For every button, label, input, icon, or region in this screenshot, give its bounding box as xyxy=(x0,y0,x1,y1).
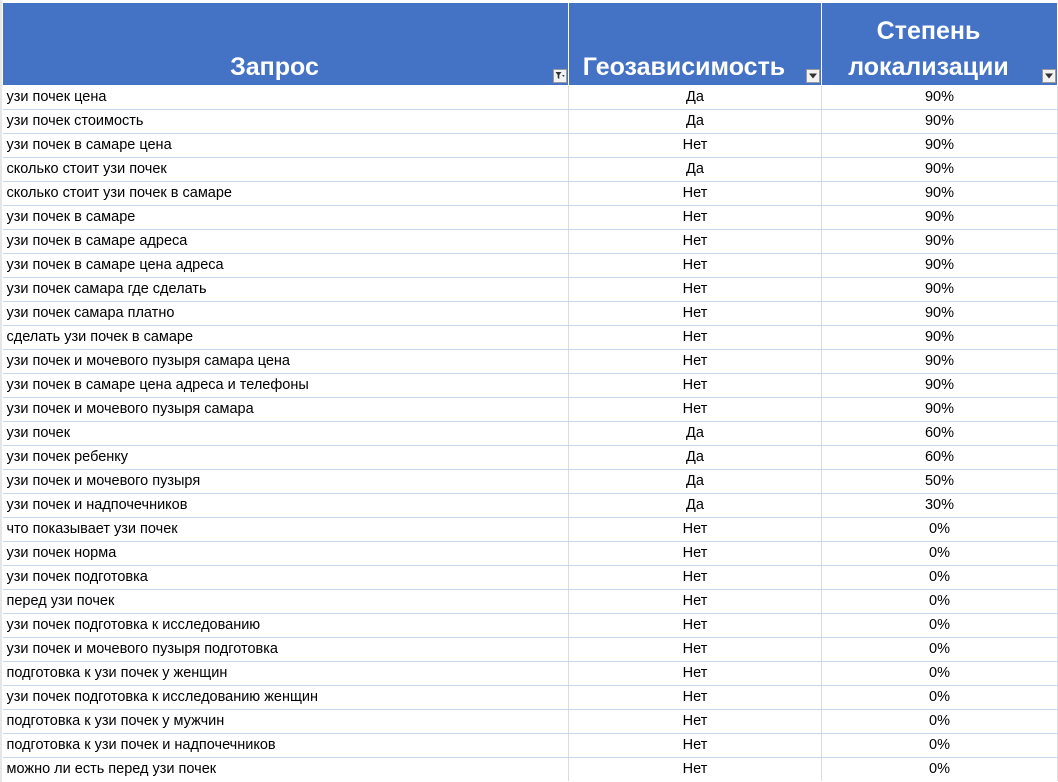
localization-cell[interactable]: 0% xyxy=(822,518,1058,542)
localization-cell[interactable]: 90% xyxy=(822,302,1058,326)
table-row xyxy=(3,446,1058,470)
dropdown-arrow-icon[interactable] xyxy=(1042,69,1056,83)
table-row xyxy=(3,350,1058,374)
localization-cell[interactable]: 0% xyxy=(822,758,1058,782)
geo-cell[interactable]: Нет xyxy=(569,638,822,662)
localization-cell[interactable]: 0% xyxy=(822,590,1058,614)
query-cell[interactable]: узи почек и мочевого пузыря самара xyxy=(3,398,569,422)
geo-cell[interactable]: Да xyxy=(569,110,822,134)
localization-cell[interactable]: 0% xyxy=(822,614,1058,638)
localization-cell[interactable]: 0% xyxy=(822,638,1058,662)
geo-cell[interactable]: Нет xyxy=(569,710,822,734)
column-header-localization-line2: локализации xyxy=(848,53,1009,81)
geo-cell[interactable]: Нет xyxy=(569,734,822,758)
table-row xyxy=(3,566,1058,590)
localization-cell[interactable]: 30% xyxy=(822,494,1058,518)
spreadsheet-table xyxy=(2,2,1058,781)
header-row xyxy=(3,3,1058,86)
query-cell[interactable]: что показывает узи почек xyxy=(3,518,569,542)
geo-cell[interactable]: Нет xyxy=(569,398,822,422)
table-row xyxy=(3,590,1058,614)
geo-cell[interactable]: Нет xyxy=(569,302,822,326)
table-row xyxy=(3,614,1058,638)
table-row xyxy=(3,638,1058,662)
table-row xyxy=(3,494,1058,518)
table-row xyxy=(3,422,1058,446)
query-cell[interactable]: можно ли есть перед узи почек xyxy=(3,758,569,782)
table-row xyxy=(3,230,1058,254)
table-row xyxy=(3,302,1058,326)
localization-cell[interactable]: 90% xyxy=(822,350,1058,374)
table-row xyxy=(3,710,1058,734)
table-row xyxy=(3,662,1058,686)
localization-cell[interactable]: 90% xyxy=(822,86,1058,110)
geo-cell[interactable]: Да xyxy=(569,158,822,182)
localization-cell[interactable]: 90% xyxy=(822,398,1058,422)
column-header-query-label: Запрос xyxy=(230,53,319,81)
geo-cell[interactable]: Нет xyxy=(569,758,822,782)
filter-active-icon[interactable] xyxy=(553,69,567,83)
query-cell[interactable]: узи почек xyxy=(3,422,569,446)
table-row xyxy=(3,86,1058,110)
localization-cell[interactable]: 0% xyxy=(822,710,1058,734)
geo-cell[interactable]: Нет xyxy=(569,182,822,206)
geo-cell[interactable]: Нет xyxy=(569,662,822,686)
table-body xyxy=(3,86,1058,782)
table-row xyxy=(3,470,1058,494)
query-cell[interactable]: подготовка к узи почек у мужчин xyxy=(3,710,569,734)
query-cell[interactable]: узи почек самара где сделать xyxy=(3,278,569,302)
table-row xyxy=(3,254,1058,278)
table-row xyxy=(3,278,1058,302)
localization-cell[interactable]: 90% xyxy=(822,182,1058,206)
geo-cell[interactable]: Нет xyxy=(569,686,822,710)
table-row xyxy=(3,182,1058,206)
geo-cell[interactable]: Да xyxy=(569,494,822,518)
query-cell[interactable]: узи почек в самаре цена адреса xyxy=(3,254,569,278)
query-cell[interactable]: узи почек стоимость xyxy=(3,110,569,134)
column-header-localization[interactable] xyxy=(822,3,1058,86)
query-cell[interactable]: узи почек норма xyxy=(3,542,569,566)
query-cell[interactable]: узи почек самара платно xyxy=(3,302,569,326)
column-header-geo-label: Геозависимость xyxy=(582,53,786,81)
table-row xyxy=(3,542,1058,566)
localization-cell[interactable]: 90% xyxy=(822,206,1058,230)
localization-cell[interactable]: 50% xyxy=(822,470,1058,494)
query-cell[interactable]: узи почек ребенку xyxy=(3,446,569,470)
query-cell[interactable]: подготовка к узи почек и надпочечников xyxy=(3,734,569,758)
localization-cell[interactable]: 90% xyxy=(822,230,1058,254)
geo-cell[interactable]: Нет xyxy=(569,374,822,398)
column-header-geo[interactable] xyxy=(569,3,822,86)
geo-cell[interactable]: Нет xyxy=(569,542,822,566)
query-cell[interactable]: узи почек в самаре адреса xyxy=(3,230,569,254)
localization-cell[interactable]: 60% xyxy=(822,422,1058,446)
geo-cell[interactable]: Нет xyxy=(569,326,822,350)
query-cell[interactable]: узи почек подготовка к исследованию женщин xyxy=(3,686,569,710)
query-cell[interactable]: сколько стоит узи почек xyxy=(3,158,569,182)
localization-cell[interactable]: 90% xyxy=(822,278,1058,302)
query-cell[interactable]: сколько стоит узи почек в самаре xyxy=(3,182,569,206)
geo-cell[interactable]: Нет xyxy=(569,614,822,638)
table-row xyxy=(3,206,1058,230)
localization-cell[interactable]: 90% xyxy=(822,134,1058,158)
geo-cell[interactable]: Нет xyxy=(569,566,822,590)
localization-cell[interactable]: 0% xyxy=(822,542,1058,566)
table-row xyxy=(3,398,1058,422)
query-cell[interactable]: перед узи почек xyxy=(3,590,569,614)
geo-cell[interactable]: Да xyxy=(569,470,822,494)
geo-cell[interactable]: Да xyxy=(569,86,822,110)
localization-cell[interactable]: 0% xyxy=(822,734,1058,758)
localization-cell[interactable]: 60% xyxy=(822,446,1058,470)
localization-cell[interactable]: 90% xyxy=(822,254,1058,278)
localization-cell[interactable]: 90% xyxy=(822,110,1058,134)
localization-cell[interactable]: 0% xyxy=(822,686,1058,710)
geo-cell[interactable]: Нет xyxy=(569,590,822,614)
geo-cell[interactable]: Да xyxy=(569,422,822,446)
localization-cell[interactable]: 0% xyxy=(822,662,1058,686)
table-row xyxy=(3,734,1058,758)
query-cell[interactable]: подготовка к узи почек у женщин xyxy=(3,662,569,686)
localization-cell[interactable]: 90% xyxy=(822,158,1058,182)
table-row xyxy=(3,326,1058,350)
table-row xyxy=(3,686,1058,710)
query-cell[interactable]: узи почек в самаре xyxy=(3,206,569,230)
geo-cell[interactable]: Нет xyxy=(569,350,822,374)
dropdown-arrow-icon[interactable] xyxy=(806,69,820,83)
geo-cell[interactable]: Нет xyxy=(569,518,822,542)
query-cell[interactable]: узи почек в самаре цена xyxy=(3,134,569,158)
table-row xyxy=(3,374,1058,398)
table-row xyxy=(3,110,1058,134)
geo-cell[interactable]: Нет xyxy=(569,254,822,278)
query-cell[interactable]: узи почек подготовка xyxy=(3,566,569,590)
localization-cell[interactable]: 0% xyxy=(822,566,1058,590)
column-header-query[interactable] xyxy=(3,3,569,86)
localization-cell[interactable]: 90% xyxy=(822,374,1058,398)
geo-cell[interactable]: Нет xyxy=(569,206,822,230)
query-cell[interactable]: узи почек подготовка к исследованию xyxy=(3,614,569,638)
table-row xyxy=(3,134,1058,158)
query-cell[interactable]: узи почек и мочевого пузыря xyxy=(3,470,569,494)
table-row xyxy=(3,758,1058,782)
query-cell[interactable]: узи почек и надпочечников xyxy=(3,494,569,518)
localization-cell[interactable]: 90% xyxy=(822,326,1058,350)
geo-cell[interactable]: Да xyxy=(569,446,822,470)
query-cell[interactable]: сделать узи почек в самаре xyxy=(3,326,569,350)
geo-cell[interactable]: Нет xyxy=(569,278,822,302)
geo-cell[interactable]: Нет xyxy=(569,230,822,254)
table-row xyxy=(3,158,1058,182)
column-header-localization-line1: Степень xyxy=(876,17,981,45)
query-cell[interactable]: узи почек цена xyxy=(3,86,569,110)
query-cell[interactable]: узи почек в самаре цена адреса и телефоны xyxy=(3,374,569,398)
geo-cell[interactable]: Нет xyxy=(569,134,822,158)
query-cell[interactable]: узи почек и мочевого пузыря самара цена xyxy=(3,350,569,374)
query-cell[interactable]: узи почек и мочевого пузыря подготовка xyxy=(3,638,569,662)
table-row xyxy=(3,518,1058,542)
